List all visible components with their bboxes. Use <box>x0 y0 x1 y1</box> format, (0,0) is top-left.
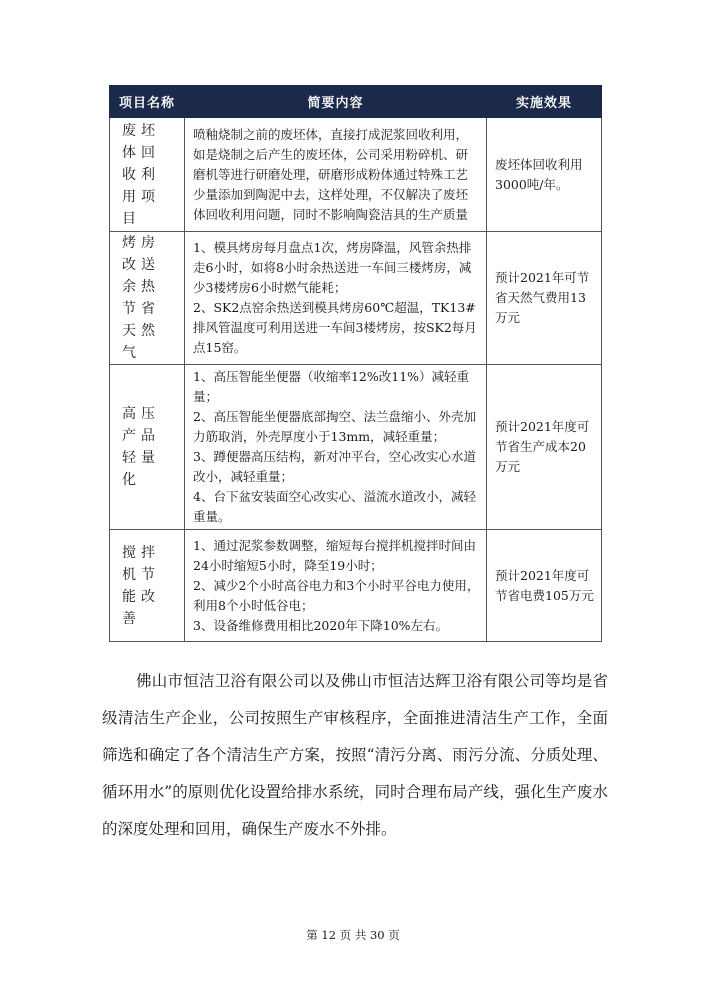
table-row <box>110 365 602 530</box>
project-effect-cell: 预计2021年度可节省生产成本20万元 <box>487 365 602 530</box>
project-effect-cell: 废坯体回收利用3000吨/年。 <box>487 118 602 232</box>
table-row <box>110 530 602 642</box>
table-row <box>110 118 602 232</box>
body-paragraph: 佛山市恒洁卫浴有限公司以及佛山市恒洁达辉卫浴有限公司等均是省级清洁生产企业，公司按照生产审核程序，全面推进清洁生产工作，全面筛选和确定了各个清洁生产方案，按照“清污分离、雨污分流、分质处理、循环用水”的原则优化设置给排水系统，同时合理布局产线，强化生产废水的深度处理和回用，确保生产废水不外排。 <box>102 671 608 838</box>
header-project-name: 项目名称 <box>110 86 185 118</box>
project-name-cell: 搅拌机节能改善 <box>110 530 185 642</box>
project-name-cell: 高压产品轻量化 <box>110 365 185 530</box>
table-header-row <box>110 86 602 118</box>
project-name-cell: 烤房改送余热节省天然气 <box>110 232 185 365</box>
project-content-cell: 1、通过泥浆参数调整，缩短每台搅拌机搅拌时间由24小时缩短5小时，降至19小时； 2、减少2个小时高谷电力和3个小时平谷电力使用，利用8个小时低谷电； 3、设备维修费用相比2020年下降10%左右。 <box>185 530 487 642</box>
project-content-cell: 1、模具烤房每月盘点1次，烤房降温，风管余热排走6小时，如将8小时余热送进一车间三楼烤房，减少3楼烤房6小时燃气能耗； 2、SK2点窑余热送到模具烤房60℃超温，TK13#排风管温度可利用送进一车间3楼烤房，按SK2每月点15窑。 <box>185 232 487 365</box>
header-summary: 简要内容 <box>185 86 487 118</box>
project-effect-cell: 预计2021年度可节省电费105万元 <box>487 530 602 642</box>
project-content-cell: 喷釉烧制之前的废坯体，直接打成泥浆回收利用，如是烧制之后产生的废坯体，公司采用粉碎机、研磨机等进行研磨处理，研磨形成粉体通过特殊工艺少量添加到陶泥中去，这样处理，不仅解决了废坯体回收利用问题，同时不影响陶瓷洁具的生产质量 <box>185 118 487 232</box>
project-content-cell: 1、高压智能坐便器（收缩率12%改11%）减轻重量； 2、高压智能坐便器底部掏空、法兰盘缩小、外壳加力筋取消，外壳厚度小于13mm，减轻重量； 3、蹲便器高压结构，新对冲平台，空心改实心水道改小，减轻重量； 4、台下盆安装面空心改实心、溢流水道改小，减轻重量。 <box>185 365 487 530</box>
table-row <box>110 232 602 365</box>
header-effect: 实施效果 <box>487 86 602 118</box>
project-effect-cell: 预计2021年可节省天然气费用13万元 <box>487 232 602 365</box>
page-number-footer: 第 12 页 共 30 页 <box>306 928 400 942</box>
project-name-cell: 废坯体回收利用项目 <box>110 118 185 232</box>
projects-table <box>109 85 602 642</box>
